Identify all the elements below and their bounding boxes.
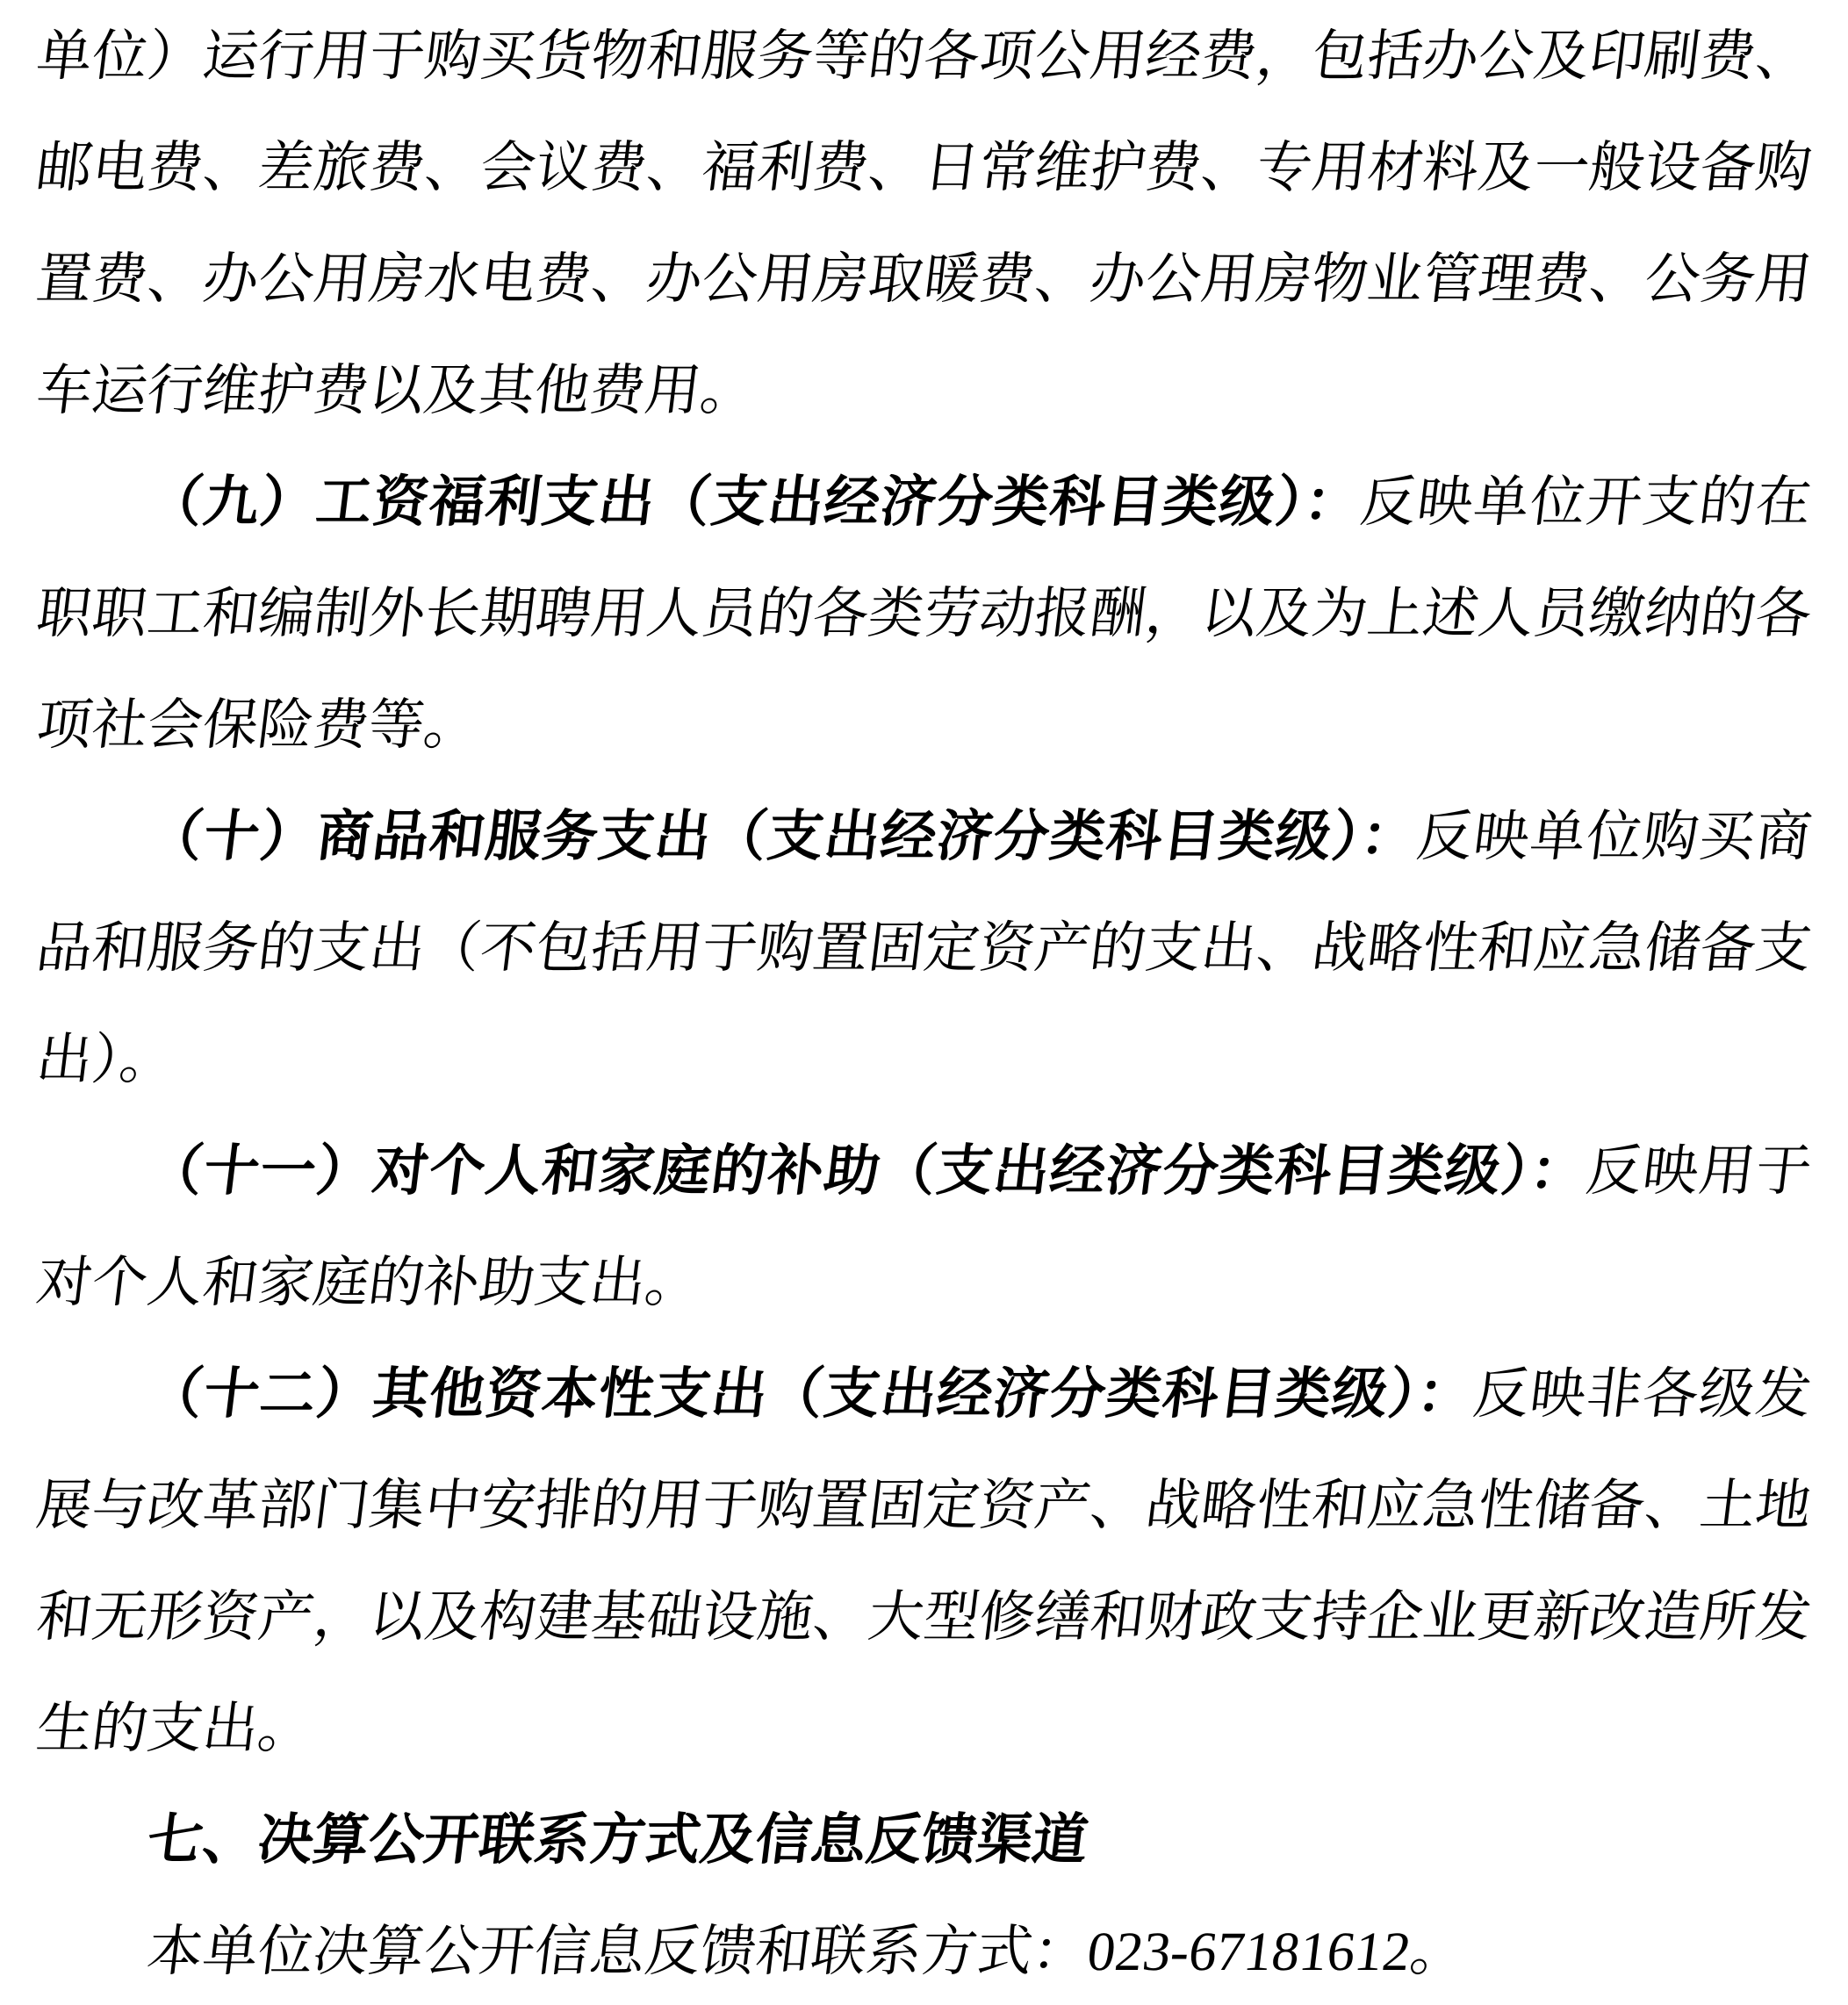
text-line (30, 1450, 1818, 1562)
section-label-text: （九）工资福利支出（支出经济分类科目类级）： (143, 471, 1365, 533)
text-line (30, 1004, 1818, 1116)
text-line (30, 447, 1818, 558)
paragraph-text: 生的支出。 (32, 1698, 318, 1759)
paragraph-text: 单位）运行用于购买货物和服务等的各项公用经费，包括办公及印刷费、 (32, 25, 1816, 87)
text-line (30, 112, 1818, 224)
text-line (30, 224, 1818, 335)
paragraph-text: 对个人和家庭的补助支出。 (32, 1252, 705, 1313)
paragraph-text: 展与改革部门集中安排的用于购置固定资产、战略性和应急性储备、土地 (32, 1475, 1816, 1536)
paragraph-text: 职职工和编制外长期聘用人员的各类劳动报酬，以及为上述人员缴纳的各 (32, 583, 1816, 644)
text-line (30, 1339, 1818, 1450)
contact-text: 本单位决算公开信息反馈和联系方式：023-67181612。 (143, 1921, 1470, 1982)
text-line (30, 670, 1818, 781)
text-line (30, 1, 1818, 112)
section-label-text: （十一）对个人和家庭的补助（支出经济分类科目类级）： (143, 1140, 1591, 1202)
section-label-text: （十）商品和服务支出（支出经济分类科目类级）： (143, 806, 1421, 867)
paragraph-text: 反映单位购买商 (1413, 806, 1816, 867)
section-heading (30, 1785, 1818, 1896)
paragraph-text: 置费、办公用房水电费、办公用房取暖费、办公用房物业管理费、公务用 (32, 248, 1816, 310)
paragraph-text: 和无形资产，以及构建基础设施、大型修缮和财政支持企业更新改造所发 (32, 1586, 1816, 1648)
paragraph-text: 反映单位开支的在 (1356, 471, 1816, 533)
paragraph-text: 反映用于 (1582, 1140, 1816, 1202)
text-line (30, 1116, 1818, 1227)
text-line (30, 558, 1818, 670)
contact-line (30, 1896, 1818, 2005)
paragraph-text: 车运行维护费以及其他费用。 (32, 360, 760, 421)
text-line (30, 1562, 1818, 1673)
section-heading-text: 七、决算公开联系方式及信息反馈渠道 (143, 1809, 1092, 1871)
text-line (30, 781, 1818, 893)
text-line (30, 1673, 1818, 1785)
paragraph-text: 品和服务的支出（不包括用于购置固定资产的支出、战略性和应急储备支 (32, 917, 1816, 979)
paragraph-text: 邮电费、差旅费、会议费、福利费、日常维护费、专用材料及一般设备购 (32, 137, 1816, 198)
text-line (30, 335, 1818, 447)
paragraph-text: 反映非各级发 (1470, 1363, 1816, 1425)
section-label-text: （十二）其他资本性支出（支出经济分类科目类级）： (143, 1363, 1478, 1425)
paragraph-text: 项社会保险费等。 (32, 694, 484, 756)
paragraph-text: 出）。 (32, 1029, 179, 1090)
text-line (30, 893, 1818, 1004)
text-line (30, 1227, 1818, 1339)
